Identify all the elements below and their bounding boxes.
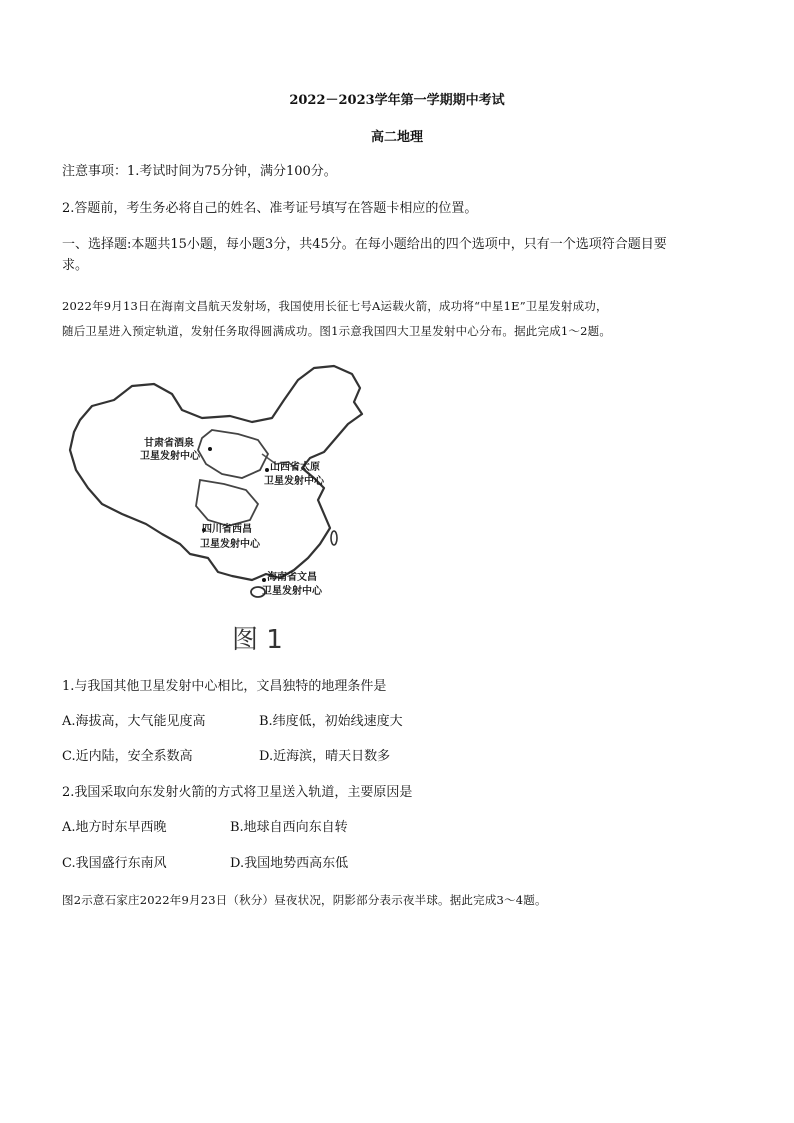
jiuquan-marker bbox=[208, 447, 212, 451]
passage1-line-2: 随后卫星进入预定轨道，发射任务取得圆满成功。图1示意我国四大卫星发射中心分布。据此完成1～2题。 bbox=[62, 324, 612, 338]
xichang-label-1: 四川省西昌 bbox=[202, 524, 252, 535]
q2-option-b[interactable]: B.地球自西向东自转 bbox=[230, 820, 348, 835]
q1-option-d[interactable]: D.近海滨，晴天日数多 bbox=[259, 749, 391, 764]
jiuquan-label-1: 甘肃省酒泉 bbox=[144, 438, 194, 449]
taiyuan-label-2: 卫星发射中心 bbox=[264, 476, 324, 487]
q2-stem: 2.我国采取向东发射火箭的方式将卫星送入轨道，主要原因是 bbox=[62, 785, 413, 800]
taiwan-island bbox=[331, 531, 337, 545]
notice-line-1: 注意事项：1.考试时间为75分钟，满分100分。 bbox=[62, 164, 337, 179]
q2-option-d[interactable]: D.我国地势西高东低 bbox=[230, 856, 349, 871]
q1-stem: 1.与我国其他卫星发射中心相比，文昌独特的地理条件是 bbox=[62, 679, 387, 694]
xichang-label-2: 卫星发射中心 bbox=[200, 539, 260, 550]
exam-title: 2022－2023学年第一学期期中考试 bbox=[289, 93, 505, 108]
section-intro-line-1: 一、选择题:本题共15小题，每小题3分，共45分。在每小题给出的四个选项中，只有一个选项符合题目要 bbox=[62, 237, 667, 252]
passage2-line-1: 图2示意石家庄2022年9月23日（秋分）昼夜状况，阴影部分表示夜半球。据此完成3～4题。 bbox=[62, 893, 547, 907]
passage1-line-1: 2022年9月13日在海南文昌航天发射场，我国使用长征七号A运载火箭，成功将“中星1E”卫星发射成功， bbox=[62, 299, 608, 313]
taiyuan-marker bbox=[265, 468, 269, 472]
jiuquan-label-2: 卫星发射中心 bbox=[140, 451, 200, 462]
wenchang-label-2: 卫星发射中心 bbox=[262, 586, 322, 597]
notice-line-2: 2.答题前，考生务必将自己的姓名、准考证号填写在答题卡相应的位置。 bbox=[62, 201, 478, 216]
q2-option-c[interactable]: C.我国盛行东南风 bbox=[62, 856, 167, 871]
china-outline-map bbox=[62, 358, 382, 608]
inner-region-outline-2 bbox=[196, 480, 258, 526]
q1-option-a[interactable]: A.海拔高，大气能见度高 bbox=[62, 714, 206, 729]
taiyuan-label-1: 山西省太原 bbox=[270, 462, 320, 473]
section-intro-line-2: 求。 bbox=[62, 258, 89, 273]
q1-option-b[interactable]: B.纬度低，初始线速度大 bbox=[259, 714, 403, 729]
figure1-map bbox=[62, 358, 382, 608]
exam-subject: 高二地理 bbox=[370, 130, 423, 145]
q2-option-a[interactable]: A.地方时东早西晚 bbox=[62, 820, 167, 835]
figure1-caption: 图 1 bbox=[232, 625, 283, 655]
q1-option-c[interactable]: C.近内陆，安全系数高 bbox=[62, 749, 193, 764]
inner-region-outline bbox=[198, 430, 268, 478]
wenchang-marker bbox=[262, 578, 266, 582]
wenchang-label-1: 海南省文昌 bbox=[267, 572, 317, 583]
